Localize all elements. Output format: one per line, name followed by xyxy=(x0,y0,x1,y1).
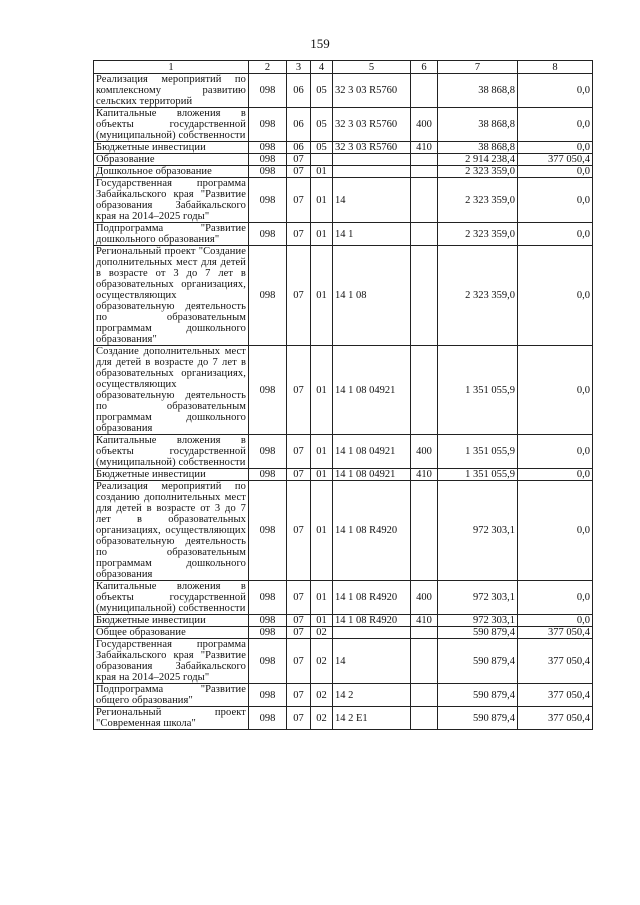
target-article-cell: 14 2 xyxy=(333,684,411,707)
section-cell: 07 xyxy=(287,684,311,707)
admin-code-cell: 098 xyxy=(249,108,287,142)
table-row xyxy=(94,469,593,481)
target-article-cell: 14 1 xyxy=(333,223,411,246)
subsection-cell: 01 xyxy=(311,615,333,627)
admin-code-cell: 098 xyxy=(249,581,287,615)
table-row xyxy=(94,223,593,246)
admin-code-cell: 098 xyxy=(249,481,287,581)
expense-type-cell xyxy=(411,346,438,435)
item-name-cell: Государственная программа Забайкальского края "Развитие образования Забайкальского края на 2014–2025 годы" xyxy=(94,639,249,684)
item-name-cell: Бюджетные инвестиции xyxy=(94,142,249,154)
table-row xyxy=(94,166,593,178)
section-cell: 07 xyxy=(287,639,311,684)
table-row xyxy=(94,639,593,684)
admin-code-cell: 098 xyxy=(249,627,287,639)
column-header: 4 xyxy=(311,61,333,74)
amount-cell: 38 868,8 xyxy=(438,74,518,108)
amount-cell: 590 879,4 xyxy=(438,639,518,684)
subsection-cell: 01 xyxy=(311,581,333,615)
amount-cell: 972 303,1 xyxy=(438,615,518,627)
item-name-cell: Образование xyxy=(94,154,249,166)
section-cell: 07 xyxy=(287,346,311,435)
item-name-cell: Подпрограмма "Развитие дошкольного образования" xyxy=(94,223,249,246)
amount-cell: 1 351 055,9 xyxy=(438,435,518,469)
federal-amount-cell: 0,0 xyxy=(518,615,593,627)
section-cell: 06 xyxy=(287,108,311,142)
item-name-cell: Капитальные вложения в объекты государственной (муниципальной) собственности xyxy=(94,581,249,615)
admin-code-cell: 098 xyxy=(249,154,287,166)
admin-code-cell: 098 xyxy=(249,246,287,346)
admin-code-cell: 098 xyxy=(249,142,287,154)
target-article-cell: 14 1 08 04921 xyxy=(333,435,411,469)
table-row xyxy=(94,615,593,627)
item-name-cell: Реализация мероприятий по комплексному развитию сельских территорий xyxy=(94,74,249,108)
expense-type-cell xyxy=(411,481,438,581)
section-cell: 07 xyxy=(287,469,311,481)
admin-code-cell: 098 xyxy=(249,615,287,627)
subsection-cell: 02 xyxy=(311,639,333,684)
section-cell: 07 xyxy=(287,615,311,627)
target-article-cell: 14 xyxy=(333,178,411,223)
admin-code-cell: 098 xyxy=(249,639,287,684)
amount-cell: 2 323 359,0 xyxy=(438,223,518,246)
table-row xyxy=(94,435,593,469)
amount-cell: 1 351 055,9 xyxy=(438,469,518,481)
target-article-cell: 14 1 08 R4920 xyxy=(333,581,411,615)
subsection-cell: 01 xyxy=(311,481,333,581)
column-header: 6 xyxy=(411,61,438,74)
section-cell: 07 xyxy=(287,223,311,246)
expense-type-cell xyxy=(411,684,438,707)
section-cell: 07 xyxy=(287,166,311,178)
item-name-cell: Государственная программа Забайкальского края "Развитие образования Забайкальского края на 2014–2025 годы" xyxy=(94,178,249,223)
target-article-cell xyxy=(333,627,411,639)
admin-code-cell: 098 xyxy=(249,166,287,178)
section-cell: 06 xyxy=(287,142,311,154)
target-article-cell xyxy=(333,154,411,166)
admin-code-cell: 098 xyxy=(249,684,287,707)
federal-amount-cell: 0,0 xyxy=(518,108,593,142)
federal-amount-cell: 0,0 xyxy=(518,469,593,481)
subsection-cell: 02 xyxy=(311,684,333,707)
section-cell: 07 xyxy=(287,178,311,223)
column-header: 1 xyxy=(94,61,249,74)
amount-cell: 1 351 055,9 xyxy=(438,346,518,435)
expense-type-cell: 400 xyxy=(411,581,438,615)
expense-type-cell xyxy=(411,74,438,108)
federal-amount-cell: 0,0 xyxy=(518,223,593,246)
column-header: 7 xyxy=(438,61,518,74)
page-number: 159 xyxy=(310,36,330,51)
item-name-cell: Общее образование xyxy=(94,627,249,639)
section-cell: 07 xyxy=(287,246,311,346)
item-name-cell: Бюджетные инвестиции xyxy=(94,469,249,481)
subsection-cell: 05 xyxy=(311,142,333,154)
subsection-cell: 01 xyxy=(311,223,333,246)
amount-cell: 38 868,8 xyxy=(438,108,518,142)
table-row xyxy=(94,627,593,639)
federal-amount-cell: 0,0 xyxy=(518,142,593,154)
federal-amount-cell: 377 050,4 xyxy=(518,684,593,707)
admin-code-cell: 098 xyxy=(249,74,287,108)
subsection-cell: 01 xyxy=(311,246,333,346)
subsection-cell: 05 xyxy=(311,74,333,108)
target-article-cell xyxy=(333,166,411,178)
amount-cell: 38 868,8 xyxy=(438,142,518,154)
subsection-cell: 01 xyxy=(311,346,333,435)
target-article-cell: 14 1 08 04921 xyxy=(333,469,411,481)
section-cell: 07 xyxy=(287,435,311,469)
admin-code-cell: 098 xyxy=(249,469,287,481)
admin-code-cell: 098 xyxy=(249,707,287,730)
column-header: 2 xyxy=(249,61,287,74)
section-cell: 07 xyxy=(287,581,311,615)
expense-type-cell xyxy=(411,178,438,223)
item-name-cell: Капитальные вложения в объекты государственной (муниципальной) собственности xyxy=(94,108,249,142)
expense-type-cell: 400 xyxy=(411,435,438,469)
admin-code-cell: 098 xyxy=(249,346,287,435)
item-name-cell: Дошкольное образование xyxy=(94,166,249,178)
amount-cell: 2 323 359,0 xyxy=(438,178,518,223)
federal-amount-cell: 377 050,4 xyxy=(518,707,593,730)
target-article-cell: 32 3 03 R5760 xyxy=(333,142,411,154)
table-row xyxy=(94,142,593,154)
expense-type-cell: 400 xyxy=(411,108,438,142)
table-row xyxy=(94,178,593,223)
item-name-cell: Капитальные вложения в объекты государственной (муниципальной) собственности xyxy=(94,435,249,469)
subsection-cell: 01 xyxy=(311,469,333,481)
expense-type-cell xyxy=(411,627,438,639)
amount-cell: 2 323 359,0 xyxy=(438,166,518,178)
federal-amount-cell: 0,0 xyxy=(518,581,593,615)
target-article-cell: 14 1 08 xyxy=(333,246,411,346)
budget-table xyxy=(93,60,593,730)
amount-cell: 2 914 238,4 xyxy=(438,154,518,166)
target-article-cell: 14 1 08 R4920 xyxy=(333,615,411,627)
subsection-cell: 02 xyxy=(311,707,333,730)
expense-type-cell: 410 xyxy=(411,615,438,627)
target-article-cell: 14 1 08 R4920 xyxy=(333,481,411,581)
admin-code-cell: 098 xyxy=(249,178,287,223)
expense-type-cell xyxy=(411,707,438,730)
amount-cell: 972 303,1 xyxy=(438,481,518,581)
item-name-cell: Бюджетные инвестиции xyxy=(94,615,249,627)
federal-amount-cell: 377 050,4 xyxy=(518,154,593,166)
expense-type-cell: 410 xyxy=(411,469,438,481)
expense-type-cell xyxy=(411,246,438,346)
subsection-cell: 01 xyxy=(311,178,333,223)
federal-amount-cell: 0,0 xyxy=(518,346,593,435)
federal-amount-cell: 0,0 xyxy=(518,246,593,346)
header-row xyxy=(94,61,593,74)
section-cell: 07 xyxy=(287,154,311,166)
item-name-cell: Региональный проект "Создание дополнительных мест для детей в возрасте от 3 до 7 лет в образовательных организациях, осуществляющих образовательную деятельность по образовательным программам дошкольного образования" xyxy=(94,246,249,346)
table-row xyxy=(94,108,593,142)
section-cell: 07 xyxy=(287,627,311,639)
amount-cell: 972 303,1 xyxy=(438,581,518,615)
section-cell: 06 xyxy=(287,74,311,108)
federal-amount-cell: 0,0 xyxy=(518,435,593,469)
federal-amount-cell: 0,0 xyxy=(518,481,593,581)
federal-amount-cell: 0,0 xyxy=(518,166,593,178)
item-name-cell: Создание дополнительных мест для детей в возрасте до 7 лет в образовательных организациях, осуществляющих образовательную деятельность по образовательным программам дошкольного образования xyxy=(94,346,249,435)
table-body xyxy=(94,74,593,730)
expense-type-cell: 410 xyxy=(411,142,438,154)
item-name-cell: Реализация мероприятий по созданию дополнительных мест для детей в возрасте от 3 до 7 лет в образовательных организациях, осуществляющих образовательную деятельность по образовательным программам дошкольного образования xyxy=(94,481,249,581)
subsection-cell: 05 xyxy=(311,108,333,142)
table-row xyxy=(94,707,593,730)
federal-amount-cell: 377 050,4 xyxy=(518,639,593,684)
federal-amount-cell: 0,0 xyxy=(518,178,593,223)
table-row xyxy=(94,684,593,707)
subsection-cell xyxy=(311,154,333,166)
column-header: 3 xyxy=(287,61,311,74)
table-row xyxy=(94,246,593,346)
target-article-cell: 14 xyxy=(333,639,411,684)
target-article-cell: 32 3 03 R5760 xyxy=(333,108,411,142)
subsection-cell: 02 xyxy=(311,627,333,639)
table-row xyxy=(94,154,593,166)
table-row xyxy=(94,481,593,581)
column-header: 5 xyxy=(333,61,411,74)
amount-cell: 590 879,4 xyxy=(438,627,518,639)
admin-code-cell: 098 xyxy=(249,223,287,246)
table-row xyxy=(94,581,593,615)
subsection-cell: 01 xyxy=(311,435,333,469)
amount-cell: 2 323 359,0 xyxy=(438,246,518,346)
amount-cell: 590 879,4 xyxy=(438,684,518,707)
item-name-cell: Подпрограмма "Развитие общего образования" xyxy=(94,684,249,707)
table-row xyxy=(94,346,593,435)
subsection-cell: 01 xyxy=(311,166,333,178)
expense-type-cell xyxy=(411,223,438,246)
section-cell: 07 xyxy=(287,481,311,581)
target-article-cell: 32 3 03 R5760 xyxy=(333,74,411,108)
expense-type-cell xyxy=(411,639,438,684)
expense-type-cell xyxy=(411,166,438,178)
target-article-cell: 14 2 E1 xyxy=(333,707,411,730)
expense-type-cell xyxy=(411,154,438,166)
item-name-cell: Региональный проект "Современная школа" xyxy=(94,707,249,730)
table-row xyxy=(94,74,593,108)
admin-code-cell: 098 xyxy=(249,435,287,469)
amount-cell: 590 879,4 xyxy=(438,707,518,730)
federal-amount-cell: 0,0 xyxy=(518,74,593,108)
section-cell: 07 xyxy=(287,707,311,730)
column-header: 8 xyxy=(518,61,593,74)
target-article-cell: 14 1 08 04921 xyxy=(333,346,411,435)
federal-amount-cell: 377 050,4 xyxy=(518,627,593,639)
